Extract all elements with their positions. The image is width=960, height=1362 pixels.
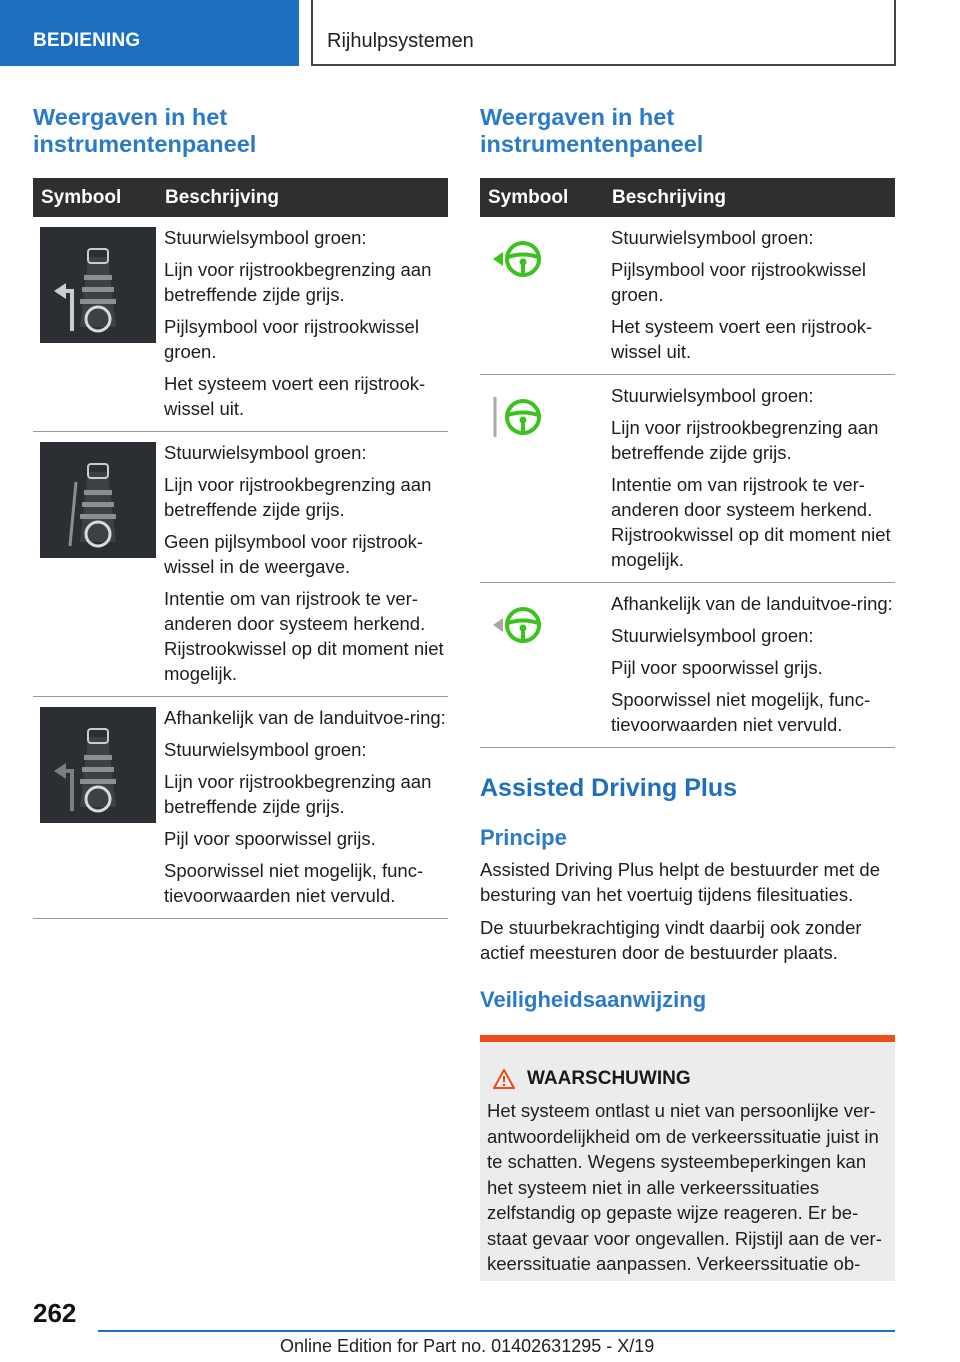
section-tab: BEDIENING: [0, 0, 299, 66]
safety-heading: Veiligheidsaanwijzing: [480, 987, 707, 1012]
right-symbol-table: [480, 178, 895, 748]
table-header-row: [33, 178, 448, 217]
row-line: Pijl voor spoorwissel grijs.: [164, 828, 376, 849]
col-desc-header: Beschrijving: [604, 178, 895, 217]
table-row: [33, 432, 448, 697]
row-line: Stuurwielsymbool groen:: [611, 385, 814, 406]
lane-change-display-no-arrow-icon: [40, 442, 156, 558]
row-line: Lijn voor rijstrookbegrenzing aan betreffende zijde grijs.: [164, 474, 432, 520]
row-line: Afhankelijk van de landuitvoe-ring:: [611, 593, 893, 614]
principle-paragraph: De stuurbekrachtiging vindt daarbij ook zonder actief meesturen door de bestuurder plaats.: [480, 917, 862, 963]
left-column: [33, 104, 448, 919]
page-header: [0, 0, 960, 66]
table-row: [480, 217, 895, 375]
row-line: Pijl voor spoorwissel grijs.: [611, 657, 823, 678]
left-section-title: Weergaven in het instrumentenpaneel: [33, 104, 257, 157]
warning-triangle-icon: [493, 1069, 515, 1089]
col-symbol-header: Symbool: [480, 178, 604, 217]
footer-divider: [98, 1330, 895, 1332]
table-header-row: [480, 178, 895, 217]
row-line: Afhankelijk van de landuitvoe-ring:: [164, 707, 446, 728]
warning-title: WAARSCHUWING: [527, 1068, 691, 1089]
row-line: Het systeem voert een rijstrook-wissel uit.: [611, 316, 873, 362]
row-line: Stuurwielsymbool groen:: [164, 739, 367, 760]
row-line: Lijn voor rijstrookbegrenzing aan betreffende zijde grijs.: [611, 417, 879, 463]
table-row: [33, 217, 448, 432]
row-line: Pijlsymbool voor rijstrookwissel groen.: [611, 259, 866, 305]
col-desc-header: Beschrijving: [157, 178, 448, 217]
col-symbol-header: Symbool: [33, 178, 157, 217]
left-symbol-table: [33, 178, 448, 919]
table-row: [480, 375, 895, 583]
row-line: Geen pijlsymbool voor rijstrook-wissel in de weergave.: [164, 531, 424, 577]
right-column: [480, 104, 895, 1281]
assisted-driving-heading: Assisted Driving Plus: [480, 774, 738, 802]
row-line: Het systeem voert een rijstrook-wissel uit.: [164, 373, 426, 419]
edition-text: Online Edition for Part no. 01402631295 - X/19: [280, 1336, 655, 1356]
warning-box: [480, 1035, 895, 1281]
row-line: Intentie om van rijstrook te ver-anderen door systeem herkend. Rijstrookwissel op dit moment niet mogelijk.: [164, 588, 444, 684]
row-line: Pijlsymbool voor rijstrookwissel groen.: [164, 316, 419, 362]
steering-wheel-grey-arrow-icon: [489, 601, 549, 649]
steering-wheel-lane-line-icon: [489, 393, 549, 441]
table-row: [33, 697, 448, 919]
row-line: Spoorwissel niet mogelijk, func-tievoorwaarden niet vervuld.: [164, 860, 424, 906]
principle-paragraph: Assisted Driving Plus helpt de bestuurder met de besturing van het voertuig tijdens filesituaties.: [480, 859, 881, 905]
row-line: Lijn voor rijstrookbegrenzing aan betreffende zijde grijs.: [164, 771, 432, 817]
row-line: Stuurwielsymbool groen:: [164, 227, 367, 248]
row-line: Stuurwielsymbool groen:: [611, 625, 814, 646]
principle-heading: Principe: [480, 825, 567, 850]
lane-change-display-arrow-icon: [40, 227, 156, 343]
lane-change-display-grey-arrow-icon: [40, 707, 156, 823]
table-row: [480, 583, 895, 748]
steering-wheel-green-arrow-icon: [489, 235, 549, 283]
row-line: Stuurwielsymbool groen:: [164, 442, 367, 463]
chapter-title: Rijhulpsystemen: [311, 0, 896, 66]
row-line: Spoorwissel niet mogelijk, func-tievoorwaarden niet vervuld.: [611, 689, 871, 735]
row-line: Intentie om van rijstrook te ver-anderen door systeem herkend. Rijstrookwissel op dit moment niet mogelijk.: [611, 474, 891, 570]
warning-text: Het systeem ontlast u niet van persoonlijke ver-antwoordelijkheid om de verkeerssituatie juist in te schatten. Wegens systeembeperkingen kan het systeem niet in alle verkeerssituaties zelfstandig op gepaste wijze reageren. Er be-staat gevaar voor ongevallen. Rijstijl aan de ver-keerssituatie aanpassen. Verkeerssituatie ob-: [487, 1100, 882, 1274]
row-line: Lijn voor rijstrookbegrenzing aan betreffende zijde grijs.: [164, 259, 432, 305]
row-line: Stuurwielsymbool groen:: [611, 227, 814, 248]
page-number: 262: [33, 1298, 77, 1328]
right-section-title: Weergaven in het instrumentenpaneel: [480, 104, 704, 157]
